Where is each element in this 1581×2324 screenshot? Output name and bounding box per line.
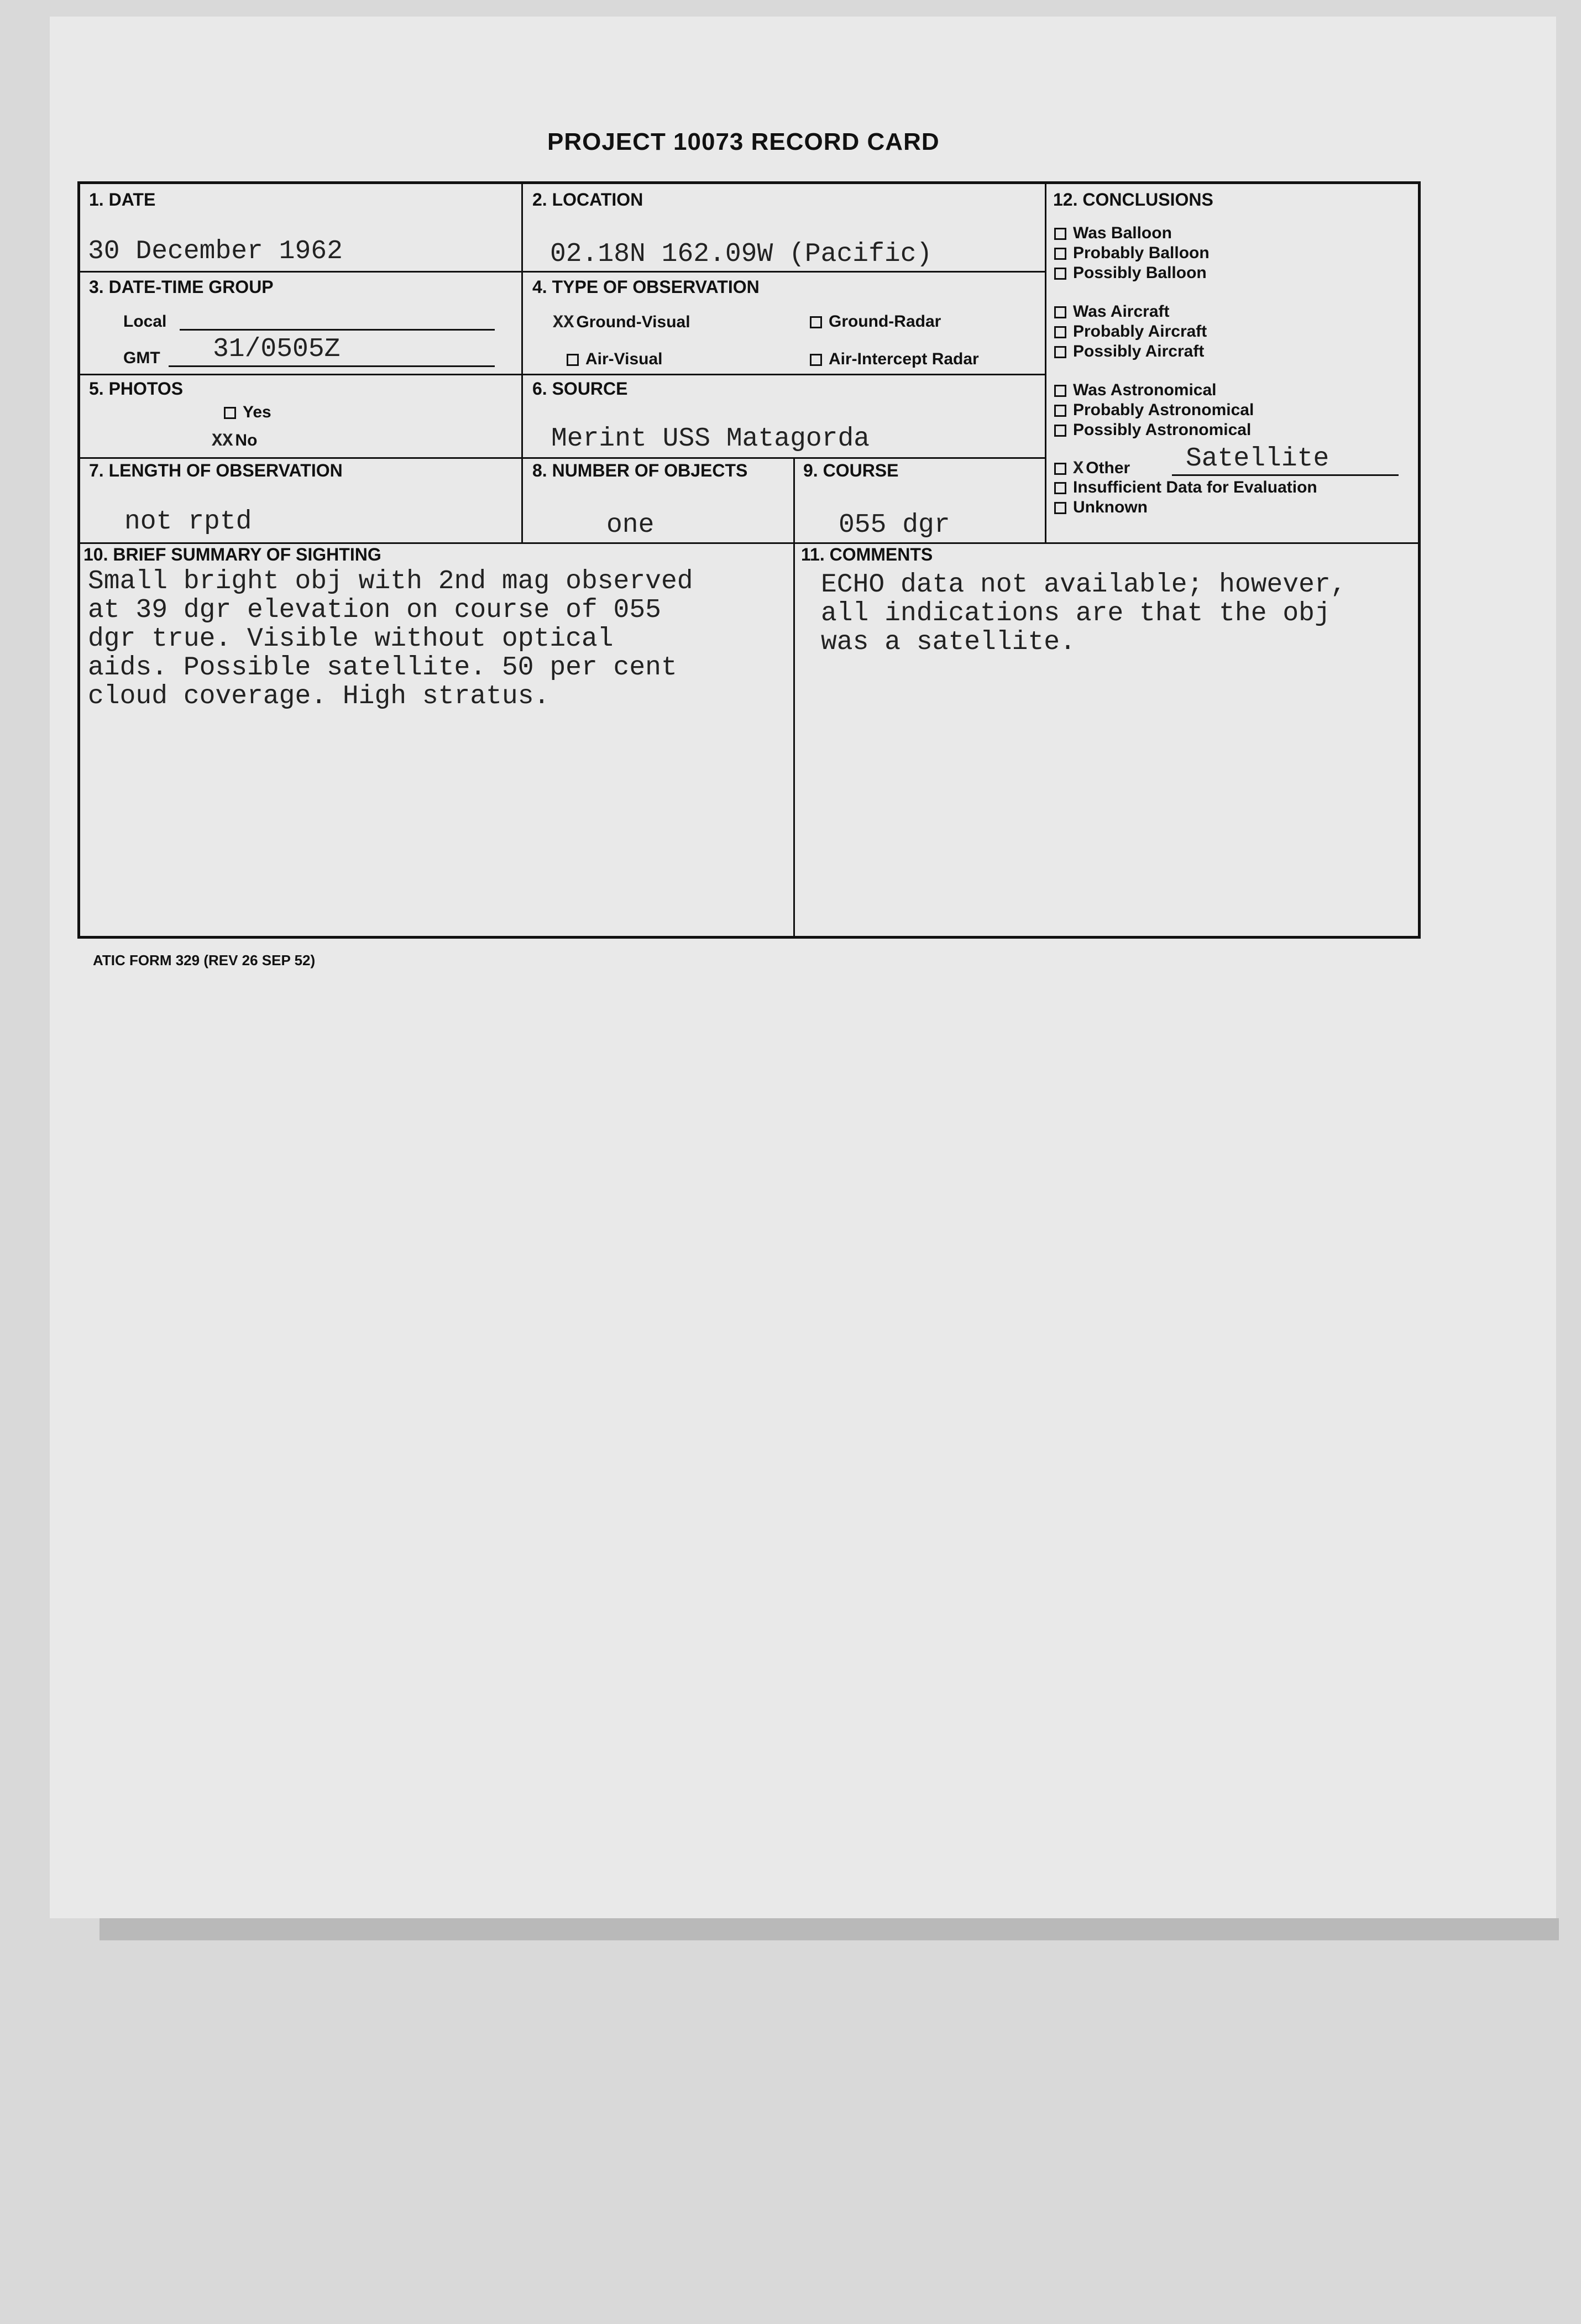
- conclusion-text: Unknown: [1073, 498, 1148, 516]
- conclusion-probably-astronomical[interactable]: [1054, 401, 1254, 420]
- conclusion-possibly-balloon[interactable]: [1054, 264, 1207, 282]
- checkbox-icon: [1054, 268, 1066, 280]
- rule-col1: [521, 184, 523, 542]
- air-visual-option[interactable]: [567, 350, 663, 369]
- conclusion-probably-aircraft[interactable]: [1054, 322, 1207, 341]
- checkbox-icon: [1054, 482, 1066, 494]
- source-value: Merint USS Matagorda: [551, 424, 870, 454]
- conclusion-text: Probably Astronomical: [1073, 401, 1254, 419]
- summary-line: dgr true. Visible without optical: [88, 624, 614, 654]
- date-label: 1. DATE: [89, 190, 156, 210]
- location-value: 02.18N 162.09W (Pacific): [550, 239, 933, 269]
- summary-label: 10. BRIEF SUMMARY OF SIGHTING: [83, 545, 381, 564]
- gmt-value: 31/0505Z: [213, 334, 341, 364]
- photos-no-mark: XX: [212, 431, 233, 451]
- summary-line: at 39 dgr elevation on course of 055: [88, 595, 661, 625]
- photos-yes-option[interactable]: [224, 403, 271, 422]
- air-intercept-text: Air-Intercept Radar: [829, 350, 979, 368]
- photos-yes-text: Yes: [243, 403, 271, 421]
- photos-no-option[interactable]: [212, 431, 257, 451]
- checkbox-icon: [810, 316, 822, 328]
- checkbox-icon: [810, 354, 822, 366]
- conclusion-text: Possibly Astronomical: [1073, 421, 1252, 439]
- local-line: [180, 329, 495, 331]
- comments-line: ECHO data not available; however,: [821, 570, 1347, 600]
- conclusion-text: Was Aircraft: [1073, 302, 1170, 321]
- conclusion-text: Possibly Balloon: [1073, 264, 1207, 282]
- photos-label: 5. PHOTOS: [89, 379, 184, 399]
- checkbox-icon: [1054, 248, 1066, 260]
- photos-no-text: No: [235, 431, 258, 449]
- location-label: 2. LOCATION: [532, 190, 643, 210]
- ground-radar-option[interactable]: [810, 312, 941, 331]
- checkbox-icon: [1054, 228, 1066, 240]
- air-visual-text: Air-Visual: [585, 350, 663, 368]
- checkbox-icon: [1054, 306, 1066, 318]
- course-label: 9. COURSE: [803, 460, 899, 480]
- summary-line: cloud coverage. High stratus.: [88, 682, 550, 711]
- conclusion-insufficient[interactable]: [1054, 478, 1317, 497]
- checkbox-icon: [1054, 326, 1066, 338]
- summary-line: aids. Possible satellite. 50 per cent: [88, 653, 677, 683]
- local-label: Local: [123, 312, 167, 331]
- rule-col-conclusions: [1045, 184, 1046, 542]
- checkbox-icon: [567, 354, 579, 366]
- conclusion-possibly-aircraft[interactable]: [1054, 342, 1204, 361]
- conclusion-was-balloon[interactable]: [1054, 224, 1172, 243]
- conclusion-was-aircraft[interactable]: [1054, 302, 1170, 321]
- ground-radar-text: Ground-Radar: [829, 312, 941, 331]
- ground-visual-text: Ground-Visual: [576, 313, 690, 331]
- conclusion-other[interactable]: [1054, 458, 1130, 479]
- conclusions-label: 12. CONCLUSIONS: [1053, 190, 1213, 210]
- form-number: ATIC FORM 329 (REV 26 SEP 52): [93, 952, 316, 969]
- conclusion-text: Possibly Aircraft: [1073, 342, 1205, 360]
- conclusion-probably-balloon[interactable]: [1054, 244, 1210, 263]
- conclusion-text: Was Balloon: [1073, 224, 1172, 242]
- ground-visual-mark: XX: [553, 312, 574, 333]
- other-label: Other: [1086, 459, 1130, 477]
- checkbox-icon: [1054, 405, 1066, 417]
- conclusion-text: Was Astronomical: [1073, 381, 1217, 399]
- objects-value: one: [606, 510, 655, 540]
- other-value: Satellite: [1186, 444, 1329, 474]
- card-title: PROJECT 10073 RECORD CARD: [547, 128, 940, 155]
- length-label: 7. LENGTH OF OBSERVATION: [89, 460, 343, 480]
- conclusion-text: Insufficient Data for Evaluation: [1073, 478, 1317, 496]
- observation-type-label: 4. TYPE OF OBSERVATION: [532, 277, 760, 297]
- comments-line: all indications are that the obj: [821, 599, 1331, 629]
- conclusion-text: Probably Aircraft: [1073, 322, 1207, 341]
- gmt-label: GMT: [123, 349, 160, 367]
- air-intercept-option[interactable]: [810, 350, 979, 369]
- checkbox-icon: [1054, 463, 1066, 475]
- rule-col-course: [793, 457, 795, 936]
- date-value: 30 December 1962: [88, 237, 343, 266]
- conclusion-possibly-astronomical[interactable]: [1054, 421, 1251, 439]
- rule-row2: [80, 374, 1045, 375]
- comments-line: was a satellite.: [821, 627, 1076, 657]
- other-mark: X: [1073, 458, 1084, 479]
- checkbox-icon: [224, 407, 236, 419]
- other-line: [1172, 474, 1399, 476]
- rule-row4: [80, 542, 1418, 544]
- objects-label: 8. NUMBER OF OBJECTS: [532, 460, 748, 480]
- checkbox-icon: [1054, 346, 1066, 358]
- comments-label: 11. COMMENTS: [801, 545, 933, 564]
- summary-line: Small bright obj with 2nd mag observed: [88, 567, 693, 596]
- conclusion-was-astronomical[interactable]: [1054, 381, 1217, 400]
- source-label: 6. SOURCE: [532, 379, 628, 399]
- conclusion-unknown[interactable]: [1054, 498, 1148, 517]
- rule-row3: [80, 457, 1045, 459]
- dtg-label: 3. DATE-TIME GROUP: [89, 277, 274, 297]
- checkbox-icon: [1054, 385, 1066, 397]
- gmt-line: [169, 365, 495, 367]
- conclusion-text: Probably Balloon: [1073, 244, 1210, 262]
- rule-row1: [80, 271, 1045, 273]
- record-card: [77, 181, 1421, 939]
- paper-shadow: [100, 1918, 1559, 1940]
- checkbox-icon: [1054, 502, 1066, 514]
- length-value: not rptd: [124, 507, 252, 537]
- ground-visual-option[interactable]: [553, 312, 690, 333]
- course-value: 055 dgr: [839, 510, 950, 540]
- checkbox-icon: [1054, 425, 1066, 437]
